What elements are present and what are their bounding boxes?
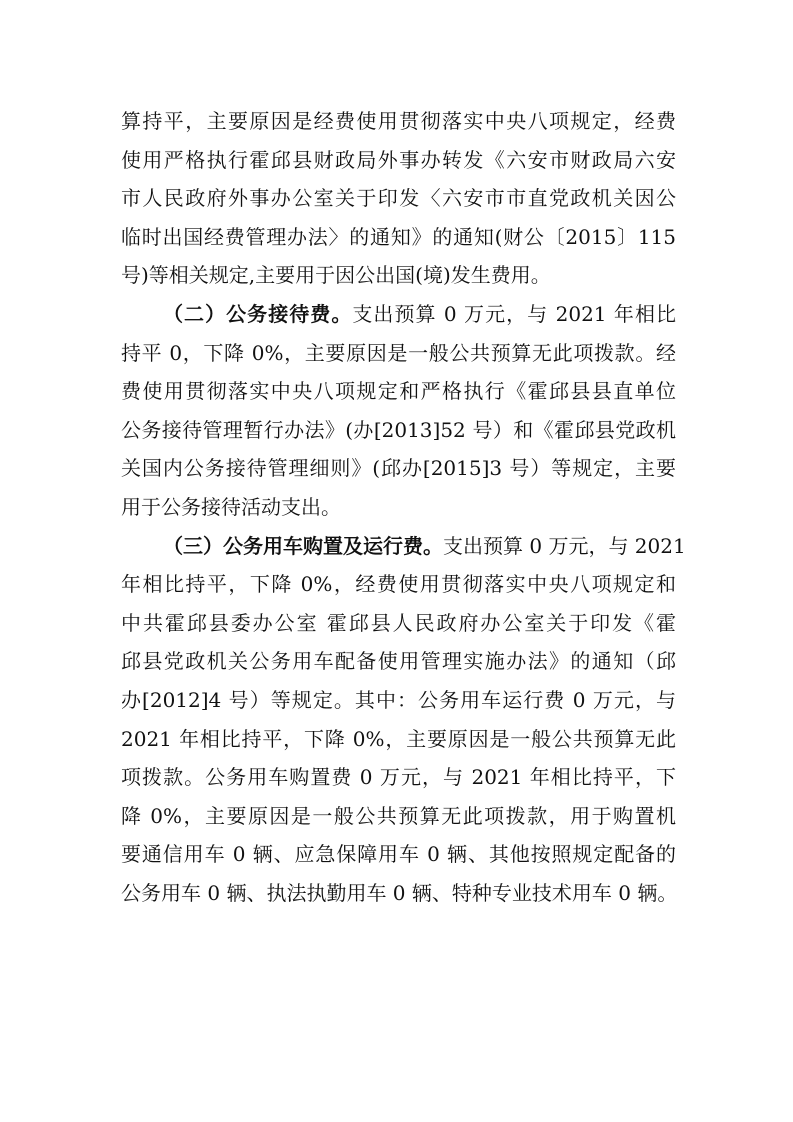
text-segment: 支出预算 0 万元，与 2021 xyxy=(443,533,686,558)
text-line xyxy=(121,295,676,334)
text-line: 临时出国经费管理办法〉的通知》的通知(财公〔2015〕115 xyxy=(121,224,676,249)
text-line: 要通信用车 0 辆、应急保障用车 0 辆、其他按照规定配备的 xyxy=(121,842,676,867)
paragraph-official-vehicles xyxy=(121,527,686,913)
text-line: 费使用贯彻落实中央八项规定和严格执行《霍邱县县直单位 xyxy=(121,379,676,404)
text-line: 公务用车 0 辆、执法执勤用车 0 辆、特种专业技术用车 0 辆。 xyxy=(121,880,678,905)
section-heading: （三）公务用车购置及运行费。 xyxy=(163,533,443,558)
text-line: 算持平，主要原因是经费使用贯彻落实中央八项规定，经费 xyxy=(121,109,676,133)
document-body xyxy=(121,102,686,912)
text-line: 办[2012]4 号）等规定。其中：公务用车运行费 0 万元，与 xyxy=(121,687,676,712)
text-segment: 支出预算 0 万元，与 2021 年相比 xyxy=(352,301,676,326)
text-line: 市人民政府外事办公室关于印发〈六安市市直党政机关因公 xyxy=(121,186,676,211)
text-line: 降 0%，主要原因是一般公共预算无此项拨款，用于购置机 xyxy=(121,803,676,828)
text-line: 使用严格执行霍邱县财政局外事办转发《六安市财政局六安 xyxy=(121,147,676,172)
paragraph-foreign-travel xyxy=(121,102,676,295)
text-line xyxy=(121,527,686,566)
text-line: 项拨款。公务用车购置费 0 万元，与 2021 年相比持平，下 xyxy=(121,765,676,790)
text-line: 公务接待管理暂行办法》(办[2013]52 号）和《霍邱县党政机 xyxy=(121,417,676,442)
paragraph-official-reception xyxy=(121,295,676,527)
text-line: 关国内公务接待管理细则》(邱办[2015]3 号）等规定，主要 xyxy=(121,456,676,481)
text-line: 用于公务接待活动支出。 xyxy=(121,494,341,519)
text-line: 持平 0，下降 0%，主要原因是一般公共预算无此项拨款。经 xyxy=(121,340,676,365)
section-heading: （二）公务接待费。 xyxy=(163,301,353,326)
text-line: 中共霍邱县委办公室 霍邱县人民政府办公室关于印发《霍 xyxy=(121,610,676,635)
text-line: 年相比持平，下降 0%，经费使用贯彻落实中央八项规定和 xyxy=(121,572,676,597)
text-line: 2021 年相比持平，下降 0%，主要原因是一般公共预算无此 xyxy=(121,726,676,751)
text-line: 号)等相关规定,主要用于因公出国(境)发生费用。 xyxy=(121,263,551,288)
text-line: 邱县党政机关公务用车配备使用管理实施办法》的通知（邱 xyxy=(121,649,676,674)
